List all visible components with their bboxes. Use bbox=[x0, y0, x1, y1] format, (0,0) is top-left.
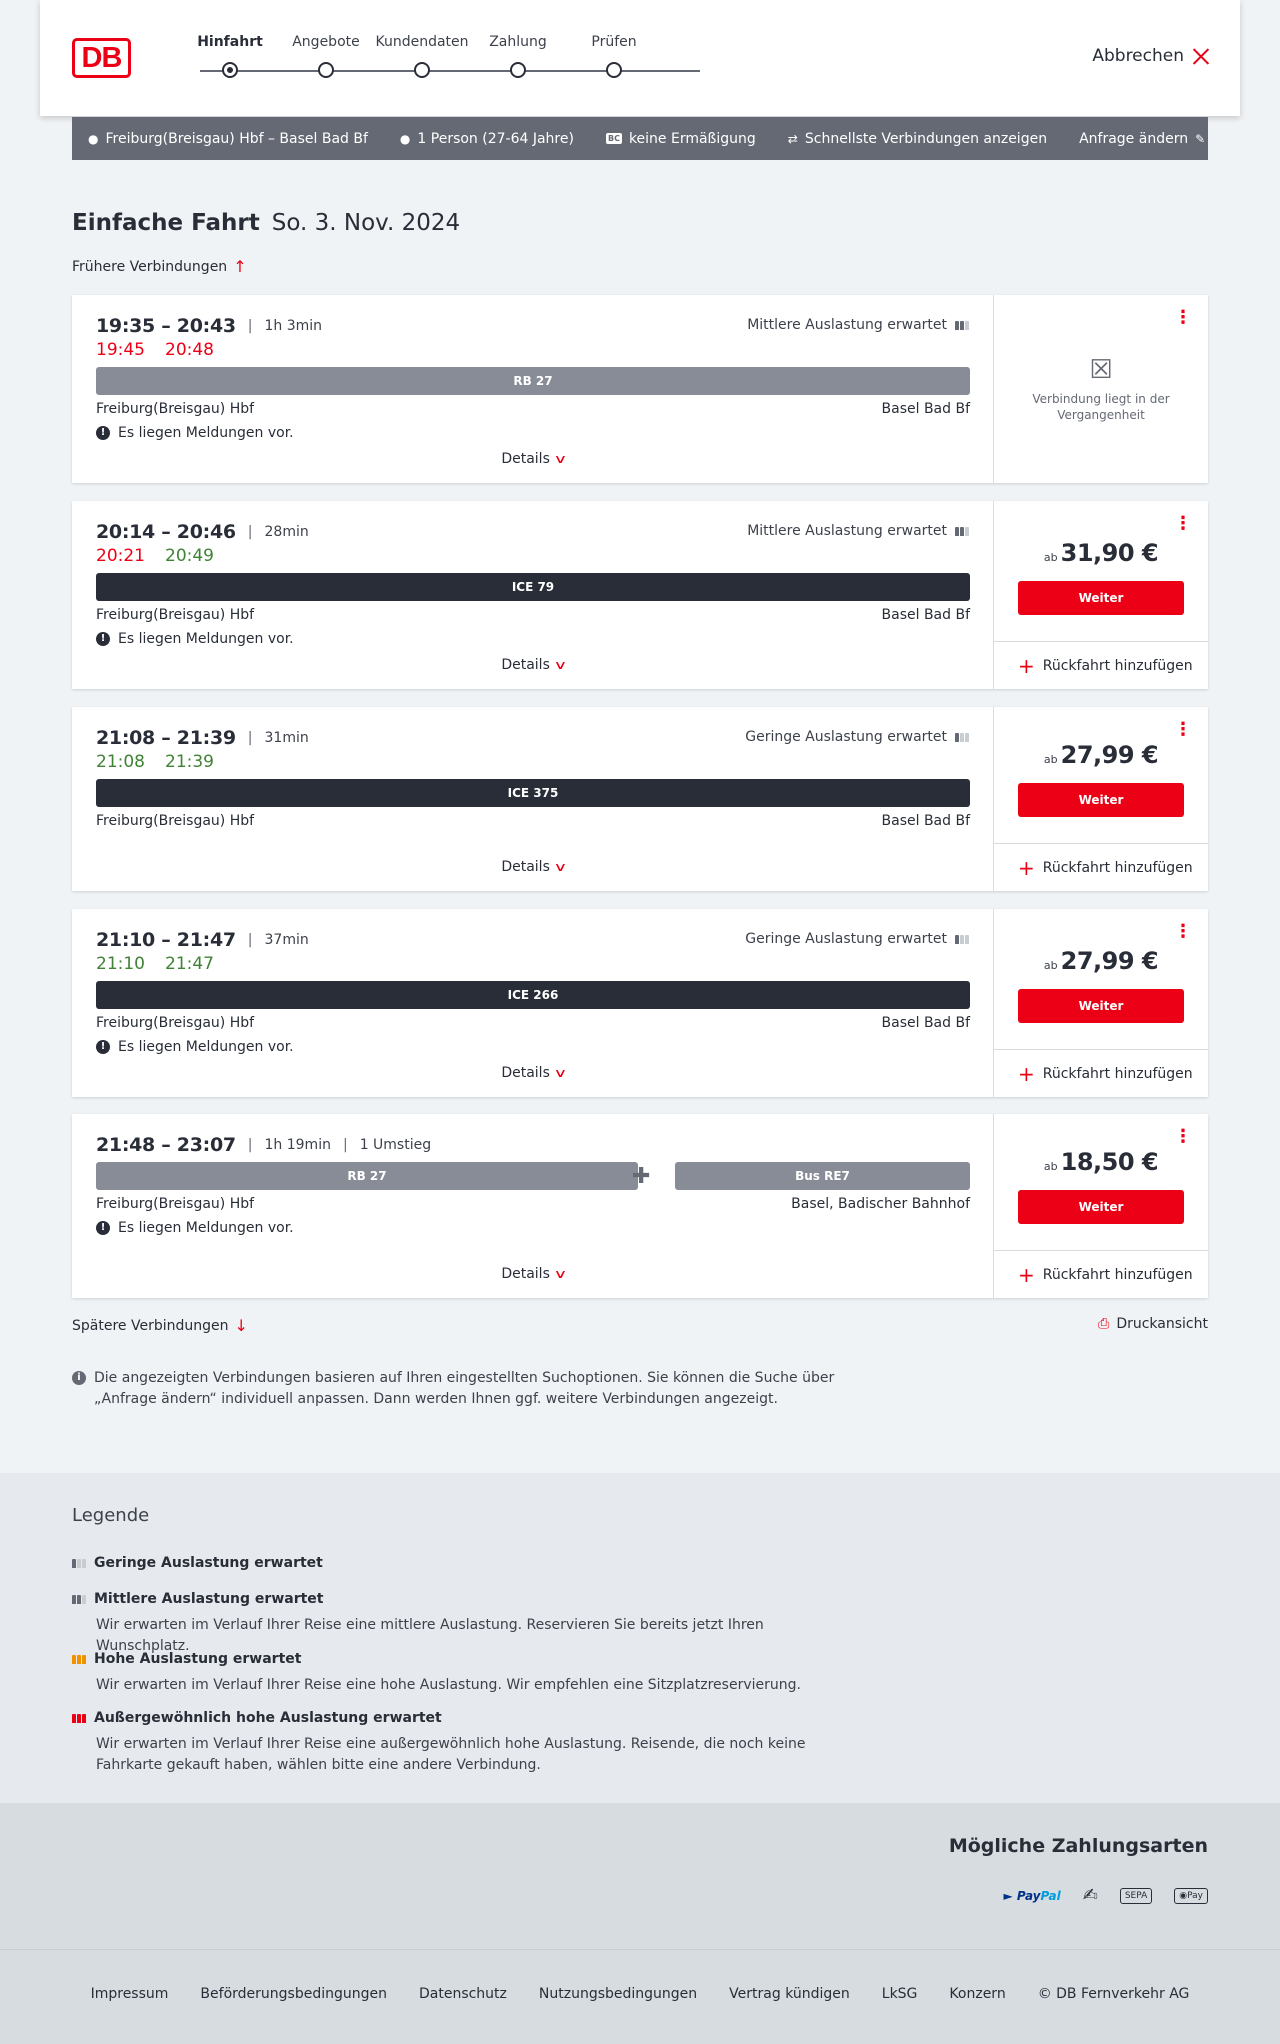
planned-times: 21:08 – 21:39 bbox=[96, 727, 236, 749]
chevron-down-icon: ∨ bbox=[553, 1066, 568, 1080]
apple-pay-text: Pay bbox=[1187, 1890, 1203, 1901]
origin-station: Freiburg(Breisgau) Hbf bbox=[96, 1196, 255, 1212]
notice-message bbox=[96, 1220, 294, 1236]
connection-card bbox=[72, 1114, 1208, 1298]
realtime-times bbox=[96, 752, 214, 772]
pencil-icon: ✎ bbox=[1195, 131, 1206, 146]
trip-date: So. 3. Nov. 2024 bbox=[271, 210, 461, 236]
chevron-down-icon: ∨ bbox=[553, 860, 568, 874]
summary-fastest bbox=[788, 131, 1047, 147]
occupancy-medium-icon bbox=[955, 527, 969, 536]
transfers: 1 Umstieg bbox=[359, 1137, 432, 1153]
origin-station: Freiburg(Breisgau) Hbf bbox=[96, 813, 255, 829]
location-pin-icon: ● bbox=[88, 131, 99, 146]
legend-title: Legende bbox=[72, 1505, 150, 1526]
cart-unavailable-icon: ☒ bbox=[1089, 355, 1113, 385]
connection-card bbox=[72, 295, 1208, 483]
realtime-departure: 21:08 bbox=[96, 752, 145, 772]
legend-item-head bbox=[72, 1555, 323, 1571]
connection-details-area[interactable] bbox=[72, 909, 994, 1097]
arrow-up-icon: ↑ bbox=[233, 257, 247, 276]
arrow-down-icon: ↓ bbox=[234, 1316, 248, 1335]
past-connection-notice bbox=[994, 355, 1208, 423]
details-toggle[interactable] bbox=[72, 1065, 994, 1081]
past-connection-text: Verbindung liegt in der Vergangenheit bbox=[1032, 392, 1170, 422]
more-options-icon[interactable]: ⋮ bbox=[1174, 307, 1192, 328]
add-return-label: Rückfahrt hinzufügen bbox=[1042, 1066, 1193, 1082]
destination-station: Basel Bad Bf bbox=[881, 607, 970, 623]
price bbox=[994, 539, 1208, 567]
destination-station: Basel Bad Bf bbox=[881, 813, 970, 829]
more-options-icon[interactable]: ⋮ bbox=[1174, 513, 1192, 534]
separator: | bbox=[247, 318, 253, 334]
destination-station: Basel, Badischer Bahnhof bbox=[791, 1196, 970, 1212]
connection-details-area[interactable] bbox=[72, 707, 994, 891]
details-label: Details bbox=[501, 1266, 550, 1282]
connection-details-area[interactable] bbox=[72, 295, 994, 483]
footer-link-impressum[interactable]: Impressum bbox=[90, 1986, 169, 2002]
sepa-icon: SEPA bbox=[1120, 1888, 1152, 1904]
info-icon: i bbox=[72, 1371, 86, 1385]
occupancy-info bbox=[745, 931, 969, 947]
duration: 31min bbox=[264, 730, 309, 746]
legend-item-desc: Wir erwarten im Verlauf Ihrer Reise eine mittlere Auslastung. Reservieren Sie bereits jetzt Ihren Wunschplatz. bbox=[96, 1617, 764, 1654]
more-options-icon[interactable]: ⋮ bbox=[1174, 921, 1192, 942]
later-label: Spätere Verbindungen bbox=[72, 1317, 229, 1334]
separator: | bbox=[247, 730, 253, 746]
stations bbox=[96, 813, 970, 829]
chevron-down-icon: ∨ bbox=[553, 452, 568, 466]
trip-type: Einfache Fahrt bbox=[72, 210, 260, 236]
continue-button[interactable]: Weiter bbox=[1018, 989, 1184, 1023]
price-value: 27,99 € bbox=[1060, 741, 1159, 769]
offer-area bbox=[994, 501, 1208, 689]
occupancy-low-icon bbox=[955, 935, 969, 944]
add-return-label: Rückfahrt hinzufügen bbox=[1042, 658, 1193, 674]
earlier-label: Frühere Verbindungen bbox=[72, 258, 228, 275]
legend-item bbox=[72, 1651, 856, 1696]
stations bbox=[96, 401, 970, 417]
continue-button[interactable]: Weiter bbox=[1018, 783, 1184, 817]
alert-icon: ! bbox=[96, 632, 110, 646]
change-request-label: Anfrage ändern bbox=[1079, 130, 1189, 147]
connection-card bbox=[72, 909, 1208, 1097]
notice-message bbox=[96, 1039, 294, 1055]
print-view-link[interactable] bbox=[1098, 1316, 1208, 1332]
summary-travellers bbox=[400, 131, 574, 147]
origin-station: Freiburg(Breisgau) Hbf bbox=[96, 1015, 255, 1031]
occupancy-medium-icon bbox=[72, 1595, 86, 1604]
payment-methods-title: Mögliche Zahlungsarten bbox=[948, 1835, 1208, 1857]
change-request-button[interactable] bbox=[1079, 131, 1205, 147]
add-return-label: Rückfahrt hinzufügen bbox=[1042, 860, 1193, 876]
price bbox=[994, 1148, 1208, 1176]
occupancy-text: Mittlere Auslastung erwartet bbox=[747, 523, 947, 539]
info-note bbox=[72, 1368, 852, 1410]
step-dot bbox=[414, 62, 430, 78]
realtime-departure: 20:21 bbox=[96, 546, 145, 566]
notice-message bbox=[96, 631, 294, 647]
booking-header bbox=[40, 0, 1240, 116]
realtime-times bbox=[96, 954, 214, 974]
details-label: Details bbox=[501, 859, 550, 875]
credit-card-hand-icon: ✍ bbox=[1082, 1885, 1098, 1906]
step-dot-active bbox=[222, 62, 238, 78]
footer-link-datenschutz[interactable]: Datenschutz bbox=[418, 1986, 507, 2002]
legend-item bbox=[72, 1591, 856, 1657]
discount-text: keine Ermäßigung bbox=[628, 130, 756, 147]
db-logo[interactable]: DB bbox=[72, 38, 131, 78]
separator: | bbox=[247, 524, 253, 540]
plus-icon: + bbox=[1018, 1263, 1035, 1287]
step-label: Angebote bbox=[292, 34, 360, 50]
step-label: Kundendaten bbox=[375, 34, 469, 50]
notice-text: Es liegen Meldungen vor. bbox=[118, 1039, 294, 1055]
price-prefix: ab bbox=[1043, 551, 1058, 564]
legend-item-desc: Wir erwarten im Verlauf Ihrer Reise eine hohe Auslastung. Wir empfehlen eine Sitzplatzreservierung. bbox=[96, 1677, 801, 1693]
chevron-down-icon: ∨ bbox=[553, 1267, 568, 1281]
route-text: Freiburg(Breisgau) Hbf – Basel Bad Bf bbox=[105, 130, 368, 147]
summary-route bbox=[88, 131, 368, 147]
price-value: 18,50 € bbox=[1060, 1148, 1159, 1176]
duration: 37min bbox=[264, 932, 309, 948]
occupancy-high-icon bbox=[72, 1655, 86, 1664]
step-dot bbox=[318, 62, 334, 78]
footer-link-lksg[interactable]: LkSG bbox=[881, 1986, 918, 2002]
legend-item-head bbox=[72, 1651, 856, 1667]
step-dot bbox=[606, 62, 622, 78]
footer-link-kuendigen[interactable]: Vertrag kündigen bbox=[729, 1986, 850, 2002]
connection-details-area[interactable] bbox=[72, 501, 994, 689]
price bbox=[994, 947, 1208, 975]
travellers-text: 1 Person (27-64 Jahre) bbox=[417, 130, 574, 147]
print-label: Druckansicht bbox=[1116, 1316, 1208, 1332]
summary-discount bbox=[606, 131, 756, 147]
apple-pay-icon: ◉Pay bbox=[1174, 1888, 1208, 1904]
details-label: Details bbox=[501, 1065, 550, 1081]
connection-times bbox=[96, 929, 309, 951]
details-toggle[interactable] bbox=[72, 451, 994, 467]
add-return-trip-button[interactable] bbox=[1018, 1263, 1193, 1287]
person-icon: ● bbox=[399, 131, 411, 146]
realtime-times bbox=[96, 340, 214, 360]
train-bar: RB 27 bbox=[96, 1162, 638, 1190]
train-bar: ICE 266 bbox=[96, 981, 970, 1009]
legend-item-head bbox=[72, 1591, 856, 1607]
occupancy-very-high-icon bbox=[72, 1714, 86, 1723]
page-title bbox=[72, 210, 460, 236]
booking-stepper bbox=[170, 34, 670, 84]
continue-button[interactable]: Weiter bbox=[1018, 581, 1184, 615]
info-text: Die angezeigten Verbindungen basieren auf Ihren eingestellten Suchoptionen. Sie können die Suche über „Anfrage ändern“ individuell anpassen. Dann werden Ihnen ggf. weitere Verbindungen angezeigt. bbox=[94, 1370, 835, 1407]
planned-times: 19:35 – 20:43 bbox=[96, 315, 236, 337]
divider bbox=[994, 1049, 1208, 1050]
divider bbox=[994, 1250, 1208, 1251]
details-label: Details bbox=[501, 657, 550, 673]
legend-item-title: Mittlere Auslastung erwartet bbox=[94, 1591, 324, 1607]
stations bbox=[96, 1015, 970, 1031]
notice-message bbox=[96, 425, 294, 441]
later-connections-link[interactable] bbox=[72, 1316, 248, 1335]
step-dot bbox=[510, 62, 526, 78]
plus-icon: + bbox=[1018, 1062, 1035, 1086]
offer-area bbox=[994, 1114, 1208, 1298]
details-toggle[interactable] bbox=[72, 657, 994, 673]
legend-item-title: Hohe Auslastung erwartet bbox=[94, 1651, 302, 1667]
legend-item-title: Geringe Auslastung erwartet bbox=[94, 1555, 323, 1571]
walking-person-icon: ✚ bbox=[632, 1164, 651, 1189]
plus-icon: + bbox=[1018, 654, 1035, 678]
realtime-times bbox=[96, 546, 214, 566]
close-icon bbox=[1192, 47, 1210, 65]
payment-methods-section bbox=[0, 1803, 1280, 1949]
cancel-label: Abbrechen bbox=[1092, 46, 1184, 66]
price-value: 27,99 € bbox=[1060, 947, 1159, 975]
separator: | bbox=[247, 932, 253, 948]
occupancy-text: Geringe Auslastung erwartet bbox=[745, 931, 947, 947]
bus-bar: Bus RE7 bbox=[675, 1162, 970, 1190]
realtime-departure: 21:10 bbox=[96, 954, 145, 974]
occupancy-info bbox=[747, 523, 969, 539]
destination-station: Basel Bad Bf bbox=[881, 401, 970, 417]
paypal-text-a: Pay bbox=[1016, 1888, 1041, 1903]
step-pruefen bbox=[554, 34, 674, 78]
occupancy-medium-icon bbox=[955, 321, 969, 330]
train-bar: ICE 79 bbox=[96, 573, 970, 601]
paypal-icon: ► PayPal bbox=[1003, 1888, 1061, 1903]
occupancy-info bbox=[745, 729, 969, 745]
footer-link-befoerderung[interactable]: Beförderungsbedingungen bbox=[200, 1986, 387, 2002]
alert-icon: ! bbox=[96, 426, 110, 440]
footer-link-nutzung[interactable]: Nutzungsbedingungen bbox=[538, 1986, 698, 2002]
destination-station: Basel Bad Bf bbox=[881, 1015, 970, 1031]
stations bbox=[96, 607, 970, 623]
fastest-text: Schnellste Verbindungen anzeigen bbox=[804, 130, 1048, 147]
planned-times: 21:10 – 21:47 bbox=[96, 929, 236, 951]
duration: 1h 3min bbox=[264, 318, 323, 334]
footer bbox=[0, 1949, 1280, 2044]
connection-times bbox=[96, 315, 322, 337]
occupancy-text: Geringe Auslastung erwartet bbox=[745, 729, 947, 745]
legend-item bbox=[72, 1710, 856, 1776]
add-return-label: Rückfahrt hinzufügen bbox=[1042, 1267, 1193, 1283]
price-value: 31,90 € bbox=[1060, 539, 1159, 567]
price bbox=[994, 741, 1208, 769]
connection-times bbox=[96, 1134, 431, 1156]
occupancy-text: Mittlere Auslastung erwartet bbox=[747, 317, 947, 333]
printer-icon: ⎙ bbox=[1098, 1316, 1110, 1332]
paypal-text-b: Pal bbox=[1040, 1888, 1061, 1903]
price-prefix: ab bbox=[1043, 753, 1058, 766]
legend-item-desc: Wir erwarten im Verlauf Ihrer Reise eine außergewöhnlich hohe Auslastung. Reisende, die noch keine Fahrkarte gekauft haben, wählen bitte eine andere Verbindung. bbox=[96, 1736, 806, 1773]
divider bbox=[994, 843, 1208, 844]
legend-item bbox=[72, 1555, 323, 1571]
legend-section bbox=[0, 1473, 1280, 1803]
planned-times: 21:48 – 23:07 bbox=[96, 1134, 236, 1156]
plus-icon: + bbox=[1018, 856, 1035, 880]
bahncard-icon: BC bbox=[607, 134, 620, 143]
origin-station: Freiburg(Breisgau) Hbf bbox=[96, 401, 255, 417]
price-prefix: ab bbox=[1043, 1160, 1058, 1173]
separator: | bbox=[342, 1137, 348, 1153]
connection-card bbox=[72, 501, 1208, 689]
details-toggle[interactable] bbox=[72, 859, 994, 875]
connection-details-area[interactable] bbox=[72, 1114, 994, 1298]
offer-area bbox=[994, 295, 1208, 483]
notice-text: Es liegen Meldungen vor. bbox=[118, 1220, 294, 1236]
realtime-departure: 19:45 bbox=[96, 340, 145, 360]
train-bar: ICE 375 bbox=[96, 779, 970, 807]
occupancy-low-icon bbox=[955, 733, 969, 742]
offer-area bbox=[994, 707, 1208, 891]
swap-arrows-icon: ⇄ bbox=[787, 131, 798, 146]
more-options-icon[interactable]: ⋮ bbox=[1174, 719, 1192, 740]
footer-links bbox=[0, 1986, 1280, 2002]
separator: | bbox=[247, 1137, 253, 1153]
notice-text: Es liegen Meldungen vor. bbox=[118, 631, 294, 647]
details-toggle[interactable] bbox=[72, 1266, 994, 1282]
cancel-button[interactable] bbox=[1092, 46, 1210, 66]
offer-area bbox=[994, 909, 1208, 1097]
train-bar: RB 27 bbox=[96, 367, 970, 395]
more-options-icon[interactable]: ⋮ bbox=[1174, 1126, 1192, 1147]
earlier-connections-link[interactable] bbox=[72, 257, 247, 276]
duration: 1h 19min bbox=[264, 1137, 331, 1153]
add-return-trip-button[interactable] bbox=[1018, 1062, 1193, 1086]
add-return-trip-button[interactable] bbox=[1018, 856, 1193, 880]
price-prefix: ab bbox=[1043, 959, 1058, 972]
origin-station: Freiburg(Breisgau) Hbf bbox=[96, 607, 255, 623]
realtime-arrival: 20:48 bbox=[165, 340, 214, 360]
occupancy-info bbox=[747, 317, 969, 333]
realtime-arrival: 21:39 bbox=[165, 752, 214, 772]
alert-icon: ! bbox=[96, 1040, 110, 1054]
divider bbox=[994, 641, 1208, 642]
connection-card bbox=[72, 707, 1208, 891]
realtime-arrival: 20:49 bbox=[165, 546, 214, 566]
planned-times: 20:14 – 20:46 bbox=[96, 521, 236, 543]
legend-item-head bbox=[72, 1710, 856, 1726]
add-return-trip-button[interactable] bbox=[1018, 654, 1193, 678]
step-label: Prüfen bbox=[591, 34, 637, 50]
connection-times bbox=[96, 521, 309, 543]
legend-item-title: Außergewöhnlich hohe Auslastung erwartet bbox=[94, 1710, 442, 1726]
details-label: Details bbox=[501, 451, 550, 467]
payment-icons bbox=[1004, 1885, 1208, 1906]
footer-copyright: © DB Fernverkehr AG bbox=[1037, 1986, 1190, 2002]
footer-link-konzern[interactable]: Konzern bbox=[949, 1986, 1006, 2002]
alert-icon: ! bbox=[96, 1221, 110, 1235]
realtime-arrival: 21:47 bbox=[165, 954, 214, 974]
connection-times bbox=[96, 727, 309, 749]
continue-button[interactable]: Weiter bbox=[1018, 1190, 1184, 1224]
occupancy-low-icon bbox=[72, 1559, 86, 1568]
chevron-down-icon: ∨ bbox=[553, 658, 568, 672]
notice-text: Es liegen Meldungen vor. bbox=[118, 425, 294, 441]
duration: 28min bbox=[264, 524, 309, 540]
search-summary-bar bbox=[72, 117, 1208, 160]
step-label: Hinfahrt bbox=[197, 34, 263, 50]
step-label: Zahlung bbox=[489, 34, 547, 50]
stations bbox=[96, 1196, 970, 1212]
